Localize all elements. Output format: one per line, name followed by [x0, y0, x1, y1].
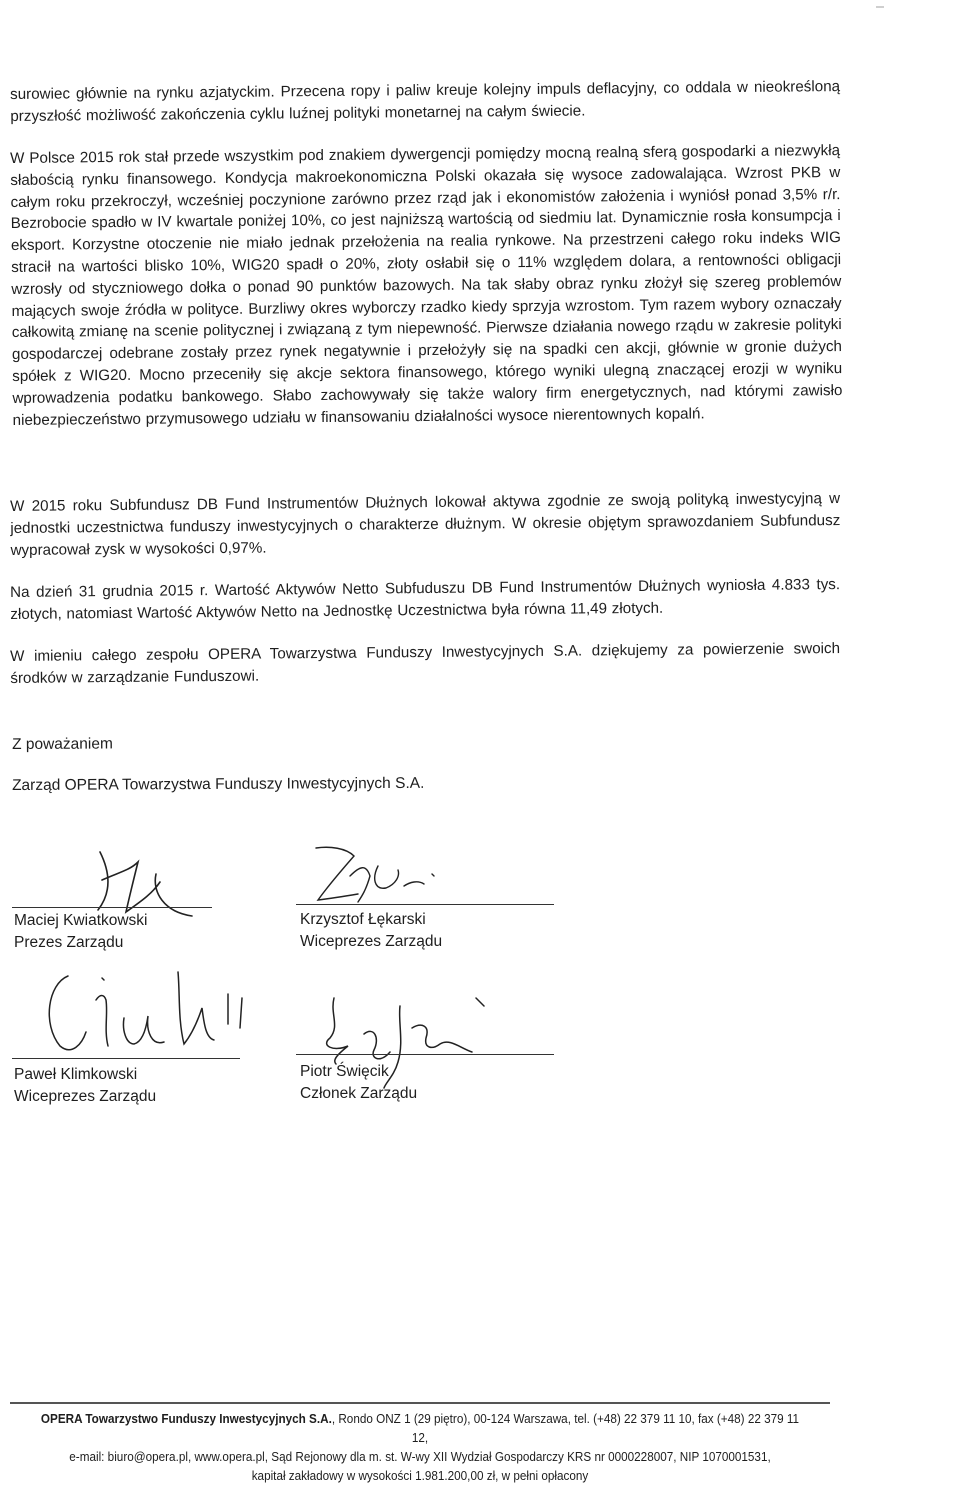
signature-pawel-klimkowski [28, 954, 258, 1064]
footer-divider [10, 1402, 830, 1404]
signatory-role: Członek Zarządu [300, 1085, 418, 1102]
paragraph-net-asset-value: Na dzień 31 grudnia 2015 r. Wartość Aktywów Netto Subfuduszu DB Fund Instrumentów Dłużnych wyniosła 4.833 tys. złotych, natomiast Wartość Aktywów Netto na Jednostkę Uczestnictwa była równa 11,49 złotych. [10, 576, 841, 623]
signature-line [12, 907, 212, 908]
company-footer [39, 1410, 802, 1486]
footer-line-2: e-mail: biuro@opera.pl, www.opera.pl, Sąd Rejonowy dla m. st. W-wy XII Wydział Gospodarczy KRS nr 0000228007, NIP 1070001531, [69, 1450, 771, 1464]
paragraph-subfund-policy: W 2015 roku Subfundusz DB Fund Instrumentów Dłużnych lokował aktywa zgodnie ze swoją polityką inwestycyjną w jednostki uczestnictwa funduszy inwestycyjnych o charakterze dłużnym. W okresie objętym sprawozdaniem Subfundusz wypracował zysk w wysokości 0,97%. [10, 490, 841, 559]
signature-maciej-kwiatkowski [60, 832, 200, 922]
scan-mark [876, 6, 884, 8]
signature-line [296, 904, 554, 905]
footer-line-3: kapitał zakładowy w wysokości 1.981.200,00 zł, w pełni opłacony [251, 1469, 589, 1483]
signature-line [12, 1058, 240, 1059]
closing-greeting: Z poważaniem [12, 735, 113, 753]
footer-line-1 [39, 1410, 802, 1448]
letter-body-nav [10, 574, 840, 626]
signatory-role: Wiceprezes Zarządu [300, 933, 443, 950]
signatory-name: Piotr Święcik [300, 1063, 389, 1080]
letter-body-poland [10, 140, 843, 431]
footer-address: , Rondo ONZ 1 (29 piętro), 00-124 Warszawa, tel. (+48) 22 379 11 10, fax (+48) 22 379 11 12, [331, 1412, 800, 1445]
paragraph-global-markets: surowiec głównie na rynku azjatyckim. Przecena ropy i paliw kreuje kolejny impuls deflacyjny, co oddala w nieokreśloną przyszłość możliwość zakończenia cyklu luźnej polityki monetarnej na całym świecie. [10, 78, 841, 125]
signatory-role: Wiceprezes Zarządu [14, 1088, 157, 1105]
signatory-role: Prezes Zarządu [14, 934, 124, 951]
signatory-name: Maciej Kwiatkowski [14, 912, 148, 929]
letter-body-subfund [10, 488, 841, 561]
signatory-name: Paweł Klimkowski [14, 1066, 138, 1083]
closing-sender: Zarząd OPERA Towarzystwa Funduszy Inwestycyjnych S.A. [12, 774, 425, 794]
letter-body-thanks [10, 638, 840, 690]
signatory-name: Krzysztof Łękarski [300, 911, 426, 928]
paragraph-poland-economy: W Polsce 2015 rok stał przede wszystkim pod znakiem dywergencji pomiędzy mocną realną sferą gospodarki a niezwykłą słabością rynku finansowego. Kondycja makroekonomiczna Polski okazała się wysoce zadowalająca. Wzrost PKB w całym roku przekroczył, wcześniej poczynione zarówno przez rząd jak i ekonomistów założenia i wyniósł ponad 3,5% r/r. Bezrobocie spadło w IV kwartale poniżej 10%, co jest najniższą wartością od siedmiu lat. Dynamicznie rosła konsumpcja i eksport. Korzystne otoczenie nie miało jednak przełożenia na realia rynkowe. Na przestrzeni całego roku indeks WIG stracił na wartości blisko 10%, WIG20 spadł o 20%, złoty osłabił się o 11% względem dolara, a rentowności obligacji wzrosły od styczniowego dołka o ponad 90 punktów bazowych. Na tak słaby obraz rynku złożył się szereg problemów mających swoje źródła w polityce. Burzliwy okres wyborczy rzadko kiedy sprzyja wzrostom. Tym razem wybory oznaczały całkowitą zmianę na scenie politycznej i związaną z tym niepewność. Pierwsze działania nowego rządu w zakresie polityki gospodarczej odebrane zostały przez rynek negatywnie i przełożyły się na spadki cen akcji, głównie w gronie dużych spółek z WIG20. Mocno przeceniły się akcje sektora finansowego, którego wyniki ulegną znaczącej erozji w wyniku wprowadzenia podatku bankowego. Słabo zachowywały się także walory firm energetycznych, nad którymi zawisło niebezpieczeństwo przymusowego udziału w finansowaniu działalności wysoce nierentownych kopalń. [10, 142, 843, 429]
letter-body-top [10, 76, 840, 128]
signature-line [296, 1054, 554, 1055]
footer-company-name: OPERA Towarzystwo Funduszy Inwestycyjnych S.A. [40, 1412, 332, 1426]
paragraph-thanks: W imieniu całego zespołu OPERA Towarzystwa Funduszy Inwestycyjnych S.A. dziękujemy za powierzenie swoich środków w zarządzanie Funduszowi. [10, 640, 841, 687]
